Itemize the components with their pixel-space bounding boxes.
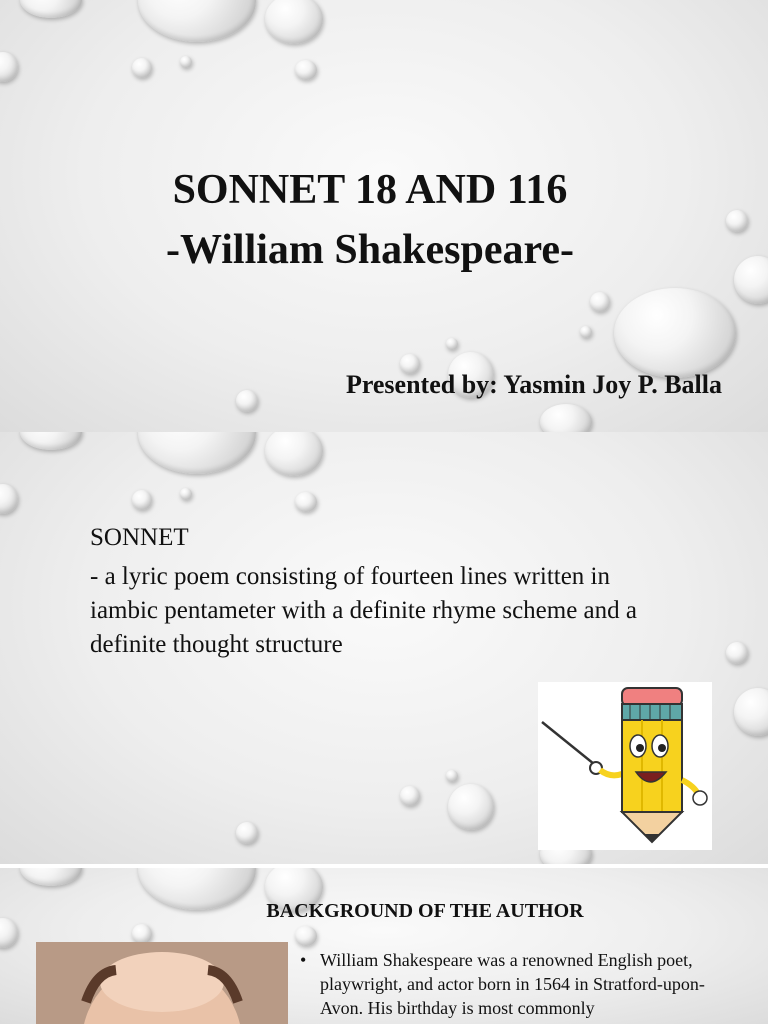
water-drop bbox=[0, 484, 18, 514]
title-slide bbox=[0, 0, 768, 432]
water-drop bbox=[446, 770, 458, 782]
water-drop bbox=[400, 786, 420, 806]
term-heading: SONNET bbox=[90, 524, 189, 551]
water-drop bbox=[614, 288, 736, 378]
water-drop bbox=[20, 0, 82, 18]
water-drop bbox=[448, 784, 494, 830]
pencil-teacher-icon bbox=[538, 682, 712, 850]
water-drop bbox=[265, 0, 323, 44]
water-drop bbox=[734, 688, 768, 736]
water-drop bbox=[540, 404, 592, 432]
term-definition: - a lyric poem consisting of fourteen lines written in iambic pentameter with a definite rhyme scheme and a definite thought structure bbox=[90, 563, 637, 658]
water-drop bbox=[236, 390, 258, 412]
water-drop bbox=[265, 432, 323, 476]
shakespeare-portrait bbox=[36, 942, 288, 1024]
water-drop bbox=[446, 338, 458, 350]
water-drop bbox=[138, 0, 256, 42]
water-drop bbox=[132, 58, 152, 78]
water-drop bbox=[295, 492, 317, 512]
water-drop bbox=[295, 926, 317, 946]
presentation-title: SONNET 18 AND 116 bbox=[172, 167, 568, 213]
presentation-subtitle: -William Shakespeare- bbox=[166, 227, 574, 273]
water-drop bbox=[580, 326, 592, 338]
water-drop bbox=[132, 490, 152, 510]
water-drop bbox=[132, 924, 152, 944]
author-bullets bbox=[300, 948, 730, 1020]
water-drop bbox=[180, 488, 192, 500]
presenter-credit: Presented by: Yasmin Joy P. Balla bbox=[345, 370, 722, 399]
water-drop bbox=[20, 432, 82, 450]
water-drop bbox=[180, 56, 192, 68]
water-drop bbox=[20, 868, 82, 886]
section-heading: BACKGROUND OF THE AUTHOR bbox=[266, 900, 584, 922]
water-drop bbox=[726, 642, 748, 664]
water-drop bbox=[236, 822, 258, 844]
water-drop bbox=[0, 52, 18, 82]
list-item: • William Shakespeare was a renowned English poet, playwright, and actor born in 1564 in Stratford-upon-Avon. His birthday is most commonly bbox=[300, 948, 730, 1020]
water-drop bbox=[295, 60, 317, 80]
water-drop bbox=[590, 292, 610, 312]
water-drop bbox=[138, 432, 256, 474]
